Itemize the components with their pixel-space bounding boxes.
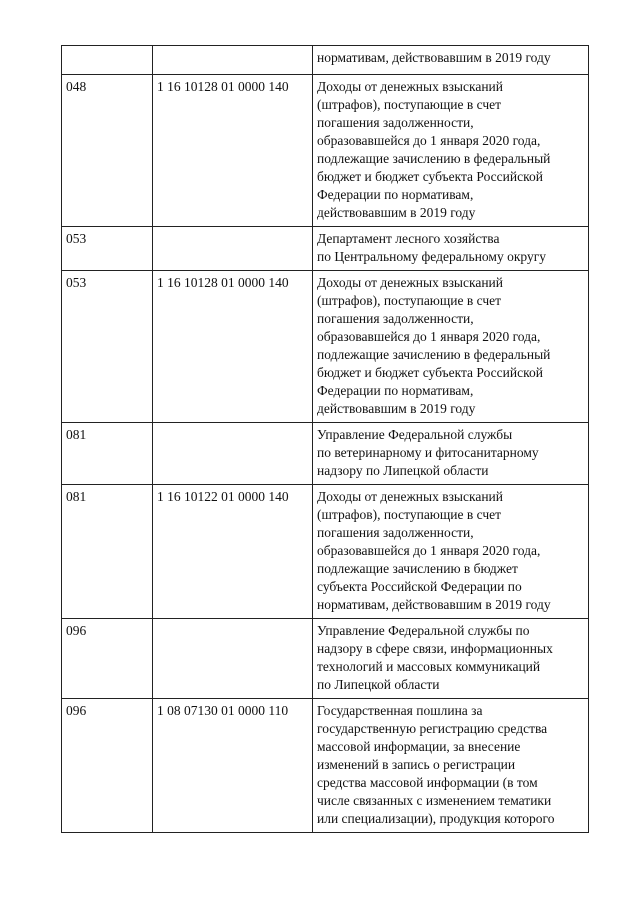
kbk-code-cell: 1 16 10128 01 0000 140	[153, 75, 313, 227]
table-row	[62, 423, 589, 485]
description-line: (штрафов), поступающие в счет	[317, 97, 502, 112]
description-line: действовавшим в 2019 году	[317, 401, 476, 416]
description-line: средства массовой информации (в том	[317, 775, 538, 790]
description-line: по Центральному федеральному округу	[317, 249, 546, 264]
description-line: погашения задолженности,	[317, 311, 474, 326]
description-line: подлежащие зачислению в федеральный	[317, 151, 551, 166]
table-row	[62, 227, 589, 271]
description-line: Управление Федеральной службы по	[317, 623, 530, 638]
admin-code-cell: 081	[62, 485, 153, 619]
description-line: технологий и массовых коммуникаций	[317, 659, 541, 674]
description-line: образовавшейся до 1 января 2020 года,	[317, 543, 541, 558]
description-line: Государственная пошлина за	[317, 703, 483, 718]
description-line: надзору в сфере связи, информационных	[317, 641, 553, 656]
description-line: субъекта Российской Федерации по	[317, 579, 522, 594]
admin-code-cell: 053	[62, 227, 153, 271]
admin-code-cell: 053	[62, 271, 153, 423]
description-line: Доходы от денежных взысканий	[317, 489, 503, 504]
admin-code-cell: 081	[62, 423, 153, 485]
description-line: действовавшим в 2019 году	[317, 205, 476, 220]
table-row	[62, 485, 589, 619]
description-line: нормативам, действовавшим в 2019 году	[317, 597, 551, 612]
description-cell	[313, 619, 589, 699]
description-cell	[313, 271, 589, 423]
description-line: государственную регистрацию средства	[317, 721, 548, 736]
description-line: надзору по Липецкой области	[317, 463, 489, 478]
description-line: бюджет и бюджет субъекта Российской	[317, 169, 543, 184]
description-line: массовой информации, за внесение	[317, 739, 521, 754]
description-cell	[313, 699, 589, 833]
description-line: Доходы от денежных взысканий	[317, 79, 503, 94]
description-line: изменений в запись о регистрации	[317, 757, 516, 772]
description-line: Управление Федеральной службы	[317, 427, 513, 442]
description-line: образовавшейся до 1 января 2020 года,	[317, 329, 541, 344]
description-line: погашения задолженности,	[317, 525, 474, 540]
kbk-code-cell: 1 08 07130 01 0000 110	[153, 699, 313, 833]
admin-code-cell	[62, 46, 153, 75]
description-line: Доходы от денежных взысканий	[317, 275, 503, 290]
description-line: числе связанных с изменением тематики	[317, 793, 552, 808]
description-line: нормативам, действовавшим в 2019 году	[317, 50, 551, 65]
description-line: по ветеринарному и фитосанитарному	[317, 445, 539, 460]
kbk-code-cell	[153, 227, 313, 271]
description-cell	[313, 485, 589, 619]
description-line: Федерации по нормативам,	[317, 187, 474, 202]
admin-code-cell: 096	[62, 699, 153, 833]
table-row	[62, 75, 589, 227]
description-line: подлежащие зачислению в федеральный	[317, 347, 551, 362]
admin-code-cell: 096	[62, 619, 153, 699]
description-line: бюджет и бюджет субъекта Российской	[317, 365, 543, 380]
description-line: образовавшейся до 1 января 2020 года,	[317, 133, 541, 148]
description-line: или специализации), продукция которого	[317, 811, 555, 826]
kbk-code-cell	[153, 619, 313, 699]
description-cell	[313, 46, 589, 75]
description-line: (штрафов), поступающие в счет	[317, 293, 502, 308]
table-row	[62, 271, 589, 423]
description-line: Федерации по нормативам,	[317, 383, 474, 398]
table-row	[62, 699, 589, 833]
description-cell	[313, 227, 589, 271]
description-cell	[313, 423, 589, 485]
description-line: погашения задолженности,	[317, 115, 474, 130]
kbk-code-cell	[153, 46, 313, 75]
kbk-code-cell: 1 16 10128 01 0000 140	[153, 271, 313, 423]
description-line: (штрафов), поступающие в счет	[317, 507, 502, 522]
description-line: Департамент лесного хозяйства	[317, 231, 500, 246]
kbk-code-cell	[153, 423, 313, 485]
table-row	[62, 619, 589, 699]
description-cell	[313, 75, 589, 227]
revenue-classification-table	[61, 45, 589, 833]
admin-code-cell: 048	[62, 75, 153, 227]
table-row	[62, 46, 589, 75]
kbk-code-cell: 1 16 10122 01 0000 140	[153, 485, 313, 619]
description-line: по Липецкой области	[317, 677, 440, 692]
description-line: подлежащие зачислению в бюджет	[317, 561, 518, 576]
